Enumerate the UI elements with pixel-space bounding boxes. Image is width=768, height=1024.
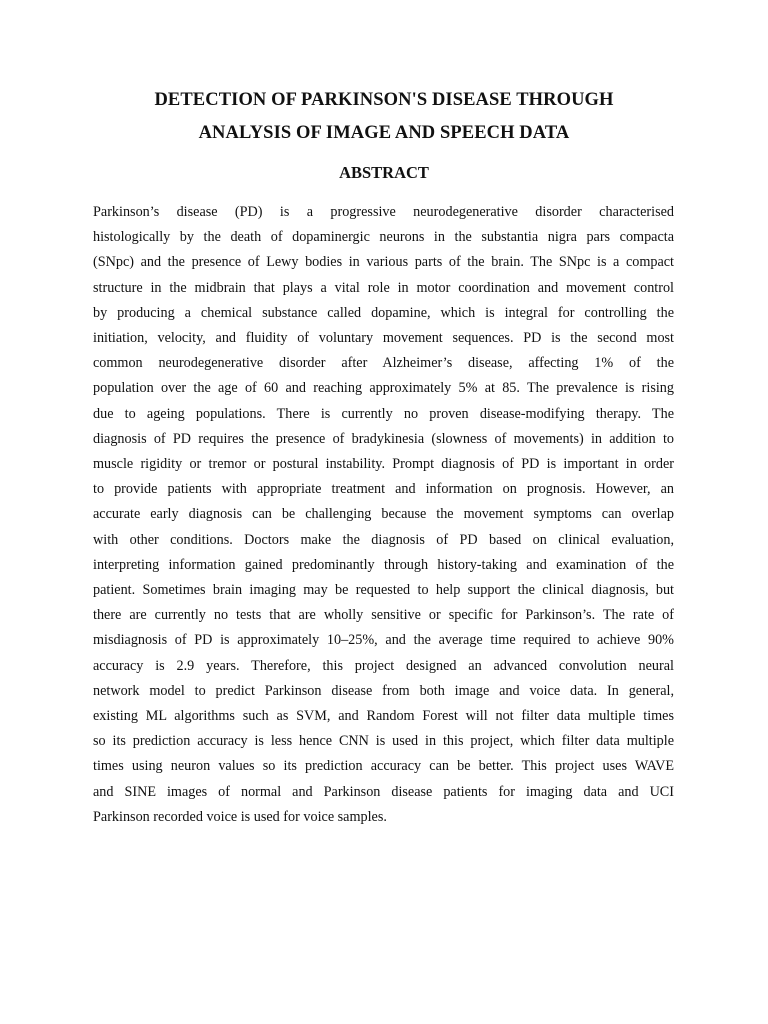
abstract-line: accuracy is 2.9 years. Therefore, this project designed an advanced convolution neural	[93, 657, 674, 674]
title-line-2: ANALYSIS OF IMAGE AND SPEECH DATA	[198, 123, 570, 143]
abstract-line: structure in the midbrain that plays a vital role in motor coordination and movement control	[93, 279, 674, 296]
abstract-line: with other conditions. Doctors make the diagnosis of PD based on clinical evaluation,	[93, 531, 674, 548]
abstract-line: (SNpc) and the presence of Lewy bodies in various parts of the brain. The SNpc is a compact	[93, 254, 674, 271]
abstract-line: by producing a chemical substance called dopamine, which is integral for controlling the	[93, 304, 674, 321]
abstract-line: initiation, velocity, and fluidity of voluntary movement sequences. PD is the second most	[93, 330, 674, 347]
abstract-line: muscle rigidity or tremor or postural instability. Prompt diagnosis of PD is important in order	[93, 456, 674, 473]
abstract-line: diagnosis of PD requires the presence of bradykinesia (slowness of movements) in addition to	[93, 430, 674, 447]
abstract-line: population over the age of 60 and reaching approximately 5% at 85. The prevalence is rising	[93, 380, 674, 397]
abstract-line: to provide patients with appropriate treatment and information on prognosis. However, an	[93, 481, 674, 498]
abstract-line: common neurodegenerative disorder after Alzheimer’s disease, affecting 1% of the	[93, 355, 674, 372]
abstract-body	[93, 200, 674, 830]
document-title	[60, 84, 708, 150]
abstract-line: existing ML algorithms such as SVM, and Random Forest will not filter data multiple times	[93, 708, 674, 725]
abstract-line: histologically by the death of dopaminergic neurons in the substantia nigra pars compacta	[93, 229, 674, 246]
abstract-line: interpreting information gained predominantly through history-taking and examination of the	[93, 556, 674, 573]
abstract-line: Parkinson’s disease (PD) is a progressive neurodegenerative disorder characterised	[93, 204, 674, 220]
abstract-line: accurate early diagnosis can be challenging because the movement symptoms can overlap	[93, 506, 674, 523]
abstract-line: Parkinson recorded voice is used for voice samples.	[93, 808, 387, 825]
abstract-line: network model to predict Parkinson disease from both image and voice data. In general,	[93, 682, 674, 699]
abstract-heading: ABSTRACT	[339, 163, 429, 182]
abstract-line: due to ageing populations. There is currently no proven disease-modifying therapy. The	[93, 405, 674, 422]
abstract-line: and SINE images of normal and Parkinson disease patients for imaging data and UCI	[93, 783, 674, 800]
title-line-1: DETECTION OF PARKINSON'S DISEASE THROUGH	[154, 90, 614, 110]
abstract-line: times using neuron values so its prediction accuracy can be better. This project uses WAVE	[93, 758, 674, 775]
abstract-line: patient. Sometimes brain imaging may be requested to help support the clinical diagnosis, but	[93, 582, 674, 599]
abstract-line: there are currently no tests that are wholly sensitive or specific for Parkinson’s. The rate of	[93, 607, 674, 624]
abstract-line: so its prediction accuracy is less hence CNN is used in this project, which filter data multiple	[93, 733, 674, 750]
abstract-line: misdiagnosis of PD is approximately 10–25%, and the average time required to achieve 90%	[93, 632, 674, 649]
